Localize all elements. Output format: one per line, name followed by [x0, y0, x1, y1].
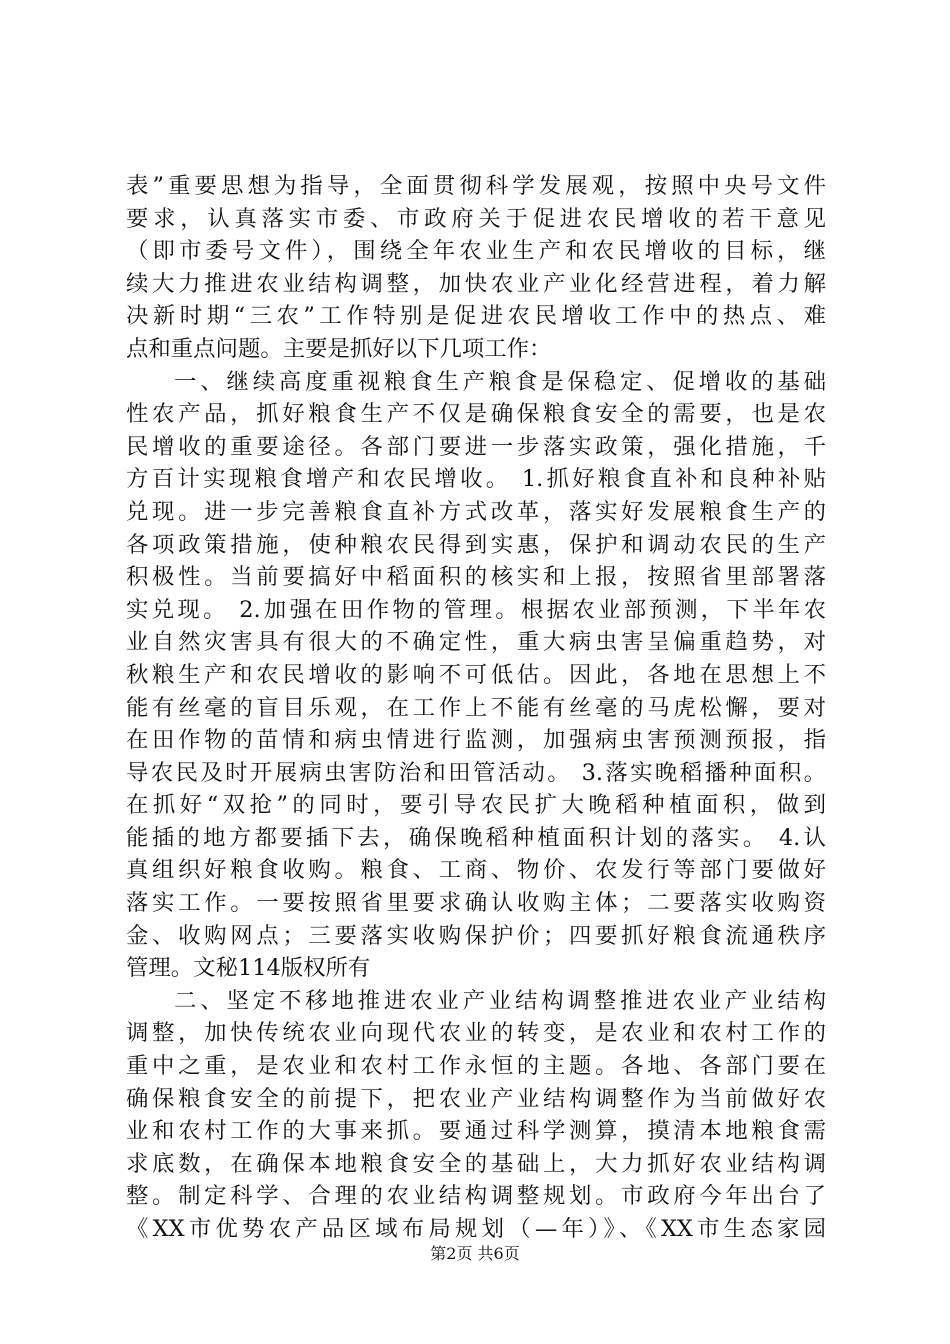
text-line: 能插的地方都要插下去，确保晚稻种植面积计划的落实。 4.认	[126, 824, 826, 851]
text-line: 整。制定科学、合理的农业结构调整规划。市政府今年出台了	[126, 1183, 826, 1210]
text-line: 业和农村工作的大事来抓。要通过科学测算，摸清本地粮食需	[126, 1118, 826, 1145]
text-line: 积极性。当前要搞好中稻面积的核实和上报，按照省里部署落	[126, 564, 826, 591]
text-line: 调整，加快传统农业向现代农业的转变，是农业和农村工作的	[126, 1020, 826, 1047]
text-line: 管理。文秘114版权所有	[126, 955, 371, 982]
text-line: 点和重点问题。主要是抓好以下几项工作：	[126, 335, 552, 362]
text-line: 确保粮食安全的前提下，把农业产业结构调整作为当前做好农	[126, 1085, 826, 1112]
document-body	[126, 170, 826, 1246]
text-line: 兑现。进一步完善粮食直补方式改革，落实好发展粮食生产的	[126, 498, 826, 525]
text-line: 性农产品，抓好粮食生产不仅是确保粮食安全的需要，也是农	[126, 401, 826, 428]
text-line: 《XX市优势农产品区域布局规划（—年）》、《XX市生态家园	[126, 1216, 826, 1242]
text-line: 在抓好“双抢”的同时，要引导农民扩大晚稻种植面积，做到	[126, 792, 826, 819]
text-line: 民增收的重要途径。各部门要进一步落实政策，强化措施，千	[126, 433, 826, 460]
text-line: 落实工作。一要按照省里要求确认收购主体；二要落实收购资	[126, 890, 826, 917]
text-line: 方百计实现粮食增产和农民增收。 1.抓好粮食直补和良种补贴	[126, 466, 826, 493]
text-line: 各项政策措施，使种粮农民得到实惠，保护和调动农民的生产	[126, 531, 826, 558]
text-line: 实兑现。 2.加强在田作物的管理。根据农业部预测，下半年农	[126, 596, 826, 623]
text-line: 在田作物的苗情和病虫情进行监测，加强病虫害预测预报，指	[126, 727, 826, 754]
text-line: 求底数，在确保本地粮食安全的基础上，大力抓好农业结构调	[126, 1150, 826, 1177]
text-line: 能有丝毫的盲目乐观，在工作上不能有丝毫的马虎松懈，要对	[126, 694, 826, 721]
text-line: 秋粮生产和农民增收的影响不可低估。因此，各地在思想上不	[126, 661, 826, 688]
section-heading-line: 二、坚定不移地推进农业产业结构调整推进农业产业结构	[174, 987, 826, 1014]
text-line: 续大力推进农业结构调整，加快农业产业化经营进程，着力解	[126, 270, 826, 297]
page-number-footer: 第2页 共6页	[430, 1244, 520, 1263]
text-line: 表”重要思想为指导，全面贯彻科学发展观，按照中央号文件	[126, 173, 826, 199]
text-line: （即市委号文件），围绕全年农业生产和农民增收的目标，继	[126, 238, 826, 265]
text-line: 业自然灾害具有很大的不确定性，重大病虫害呈偏重趋势，对	[126, 629, 826, 656]
text-line: 导农民及时开展病虫害防治和田管活动。 3.落实晚稻播种面积。	[126, 759, 826, 786]
text-line: 要求，认真落实市委、市政府关于促进农民增收的若干意见	[126, 205, 826, 232]
text-line: 真组织好粮食收购。粮食、工商、物价、农发行等部门要做好	[126, 857, 826, 884]
text-line: 重中之重，是农业和农村工作永恒的主题。各地、各部门要在	[126, 1053, 826, 1080]
text-line: 金、收购网点；三要落实收购保护价；四要抓好粮食流通秩序	[126, 922, 826, 949]
text-line: 决新时期“三农”工作特别是促进农民增收工作中的热点、难	[126, 303, 826, 330]
section-heading-line: 一、继续高度重视粮食生产粮食是保稳定、促增收的基础	[174, 368, 826, 395]
